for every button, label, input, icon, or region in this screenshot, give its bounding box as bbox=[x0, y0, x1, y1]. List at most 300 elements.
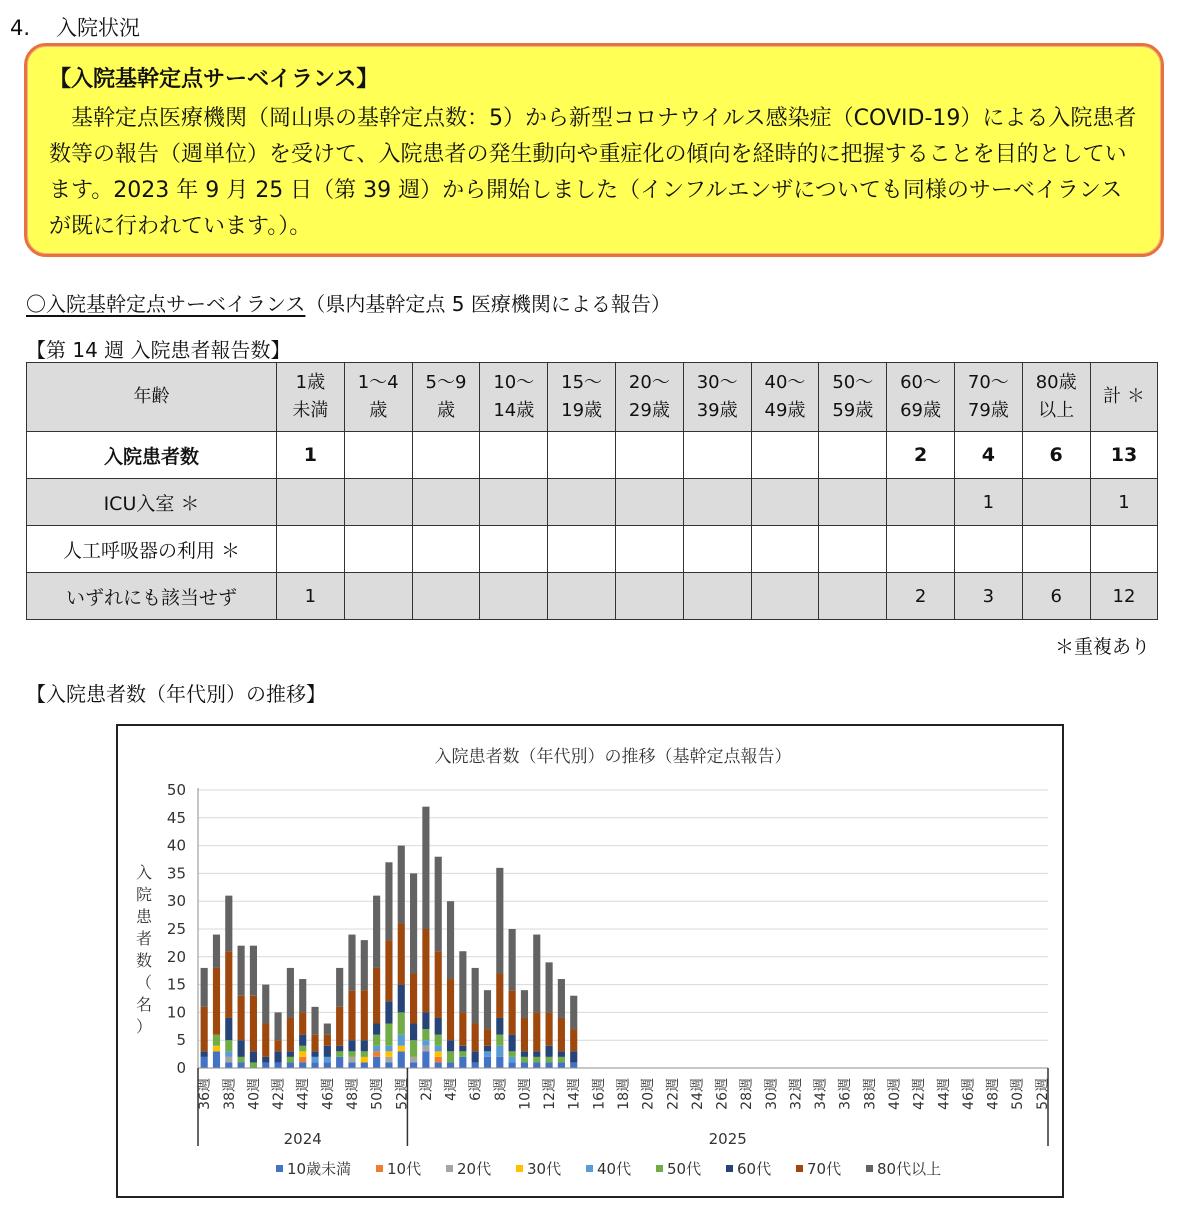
week-report-heading: 【第 14 週 入院患者報告数】 bbox=[26, 338, 291, 362]
y-axis-label-char: 入 bbox=[135, 863, 153, 882]
bar-segment bbox=[299, 1035, 306, 1046]
table-cell: 4 bbox=[954, 432, 1022, 479]
bar-segment bbox=[435, 1057, 442, 1063]
bar-segment bbox=[324, 1035, 331, 1046]
legend-label: 40代 bbox=[597, 1160, 632, 1178]
bar-segment bbox=[410, 1024, 417, 1041]
legend-label: 10歳未満 bbox=[287, 1160, 352, 1178]
y-tick-label: 10 bbox=[166, 1003, 186, 1022]
bar-segment bbox=[373, 1051, 380, 1057]
bar-segment bbox=[558, 979, 565, 1018]
legend-swatch bbox=[796, 1165, 803, 1172]
table-row bbox=[27, 479, 1158, 526]
bar-segment bbox=[558, 1018, 565, 1051]
x-tick-label: 6週 bbox=[468, 1078, 485, 1101]
bar-segment bbox=[201, 1007, 208, 1051]
table-cell bbox=[412, 526, 480, 573]
bar-segment bbox=[373, 896, 380, 968]
table-row bbox=[27, 432, 1158, 479]
x-tick-label: 40週 bbox=[887, 1078, 904, 1110]
notice-body: 基幹定点医療機関（岡山県の基幹定点数：5）から新型コロナウイルス感染症（COVID-19）による入院患者数等の報告（週単位）を受けて、入院患者の発生動向や重症化の傾向を経時的に把握することを目的としています。2023 年 9 月 25 日（第 39 週）から開始しました（インフルエンザについても同様のサーベイランスが既に行われています。）。 bbox=[49, 106, 1137, 239]
column-header-line: 20～ bbox=[628, 372, 670, 393]
bar-segment bbox=[311, 1007, 318, 1035]
age-column-header bbox=[751, 363, 819, 432]
legend-swatch bbox=[656, 1165, 663, 1172]
bar-segment bbox=[398, 923, 405, 984]
table-cell bbox=[480, 526, 548, 573]
table-cell bbox=[1090, 526, 1158, 573]
bar-segment bbox=[385, 1057, 392, 1063]
table-cell bbox=[344, 573, 412, 620]
trend-heading: 【入院患者数（年代別）の推移】 bbox=[26, 682, 326, 706]
bar-segment bbox=[546, 1012, 553, 1045]
bar-segment bbox=[361, 1062, 368, 1068]
bar-segment bbox=[225, 896, 232, 952]
bar-segment bbox=[275, 1040, 282, 1051]
legend-swatch bbox=[586, 1165, 593, 1172]
bar-segment bbox=[496, 1057, 503, 1068]
age-column-header bbox=[887, 363, 955, 432]
bar-segment bbox=[459, 951, 466, 1012]
row-label: 人工呼吸器の利用 ＊ bbox=[27, 526, 277, 573]
bar-segment bbox=[213, 1051, 220, 1068]
bar-segment bbox=[435, 1035, 442, 1046]
x-tick-label: 16週 bbox=[591, 1078, 608, 1110]
bar-segment bbox=[348, 1051, 355, 1057]
table-cell bbox=[751, 526, 819, 573]
y-axis-label-char: 院 bbox=[135, 885, 153, 904]
table-cell bbox=[819, 432, 887, 479]
legend-swatch bbox=[276, 1165, 283, 1172]
bar-segment bbox=[398, 985, 405, 1013]
bar-segment bbox=[570, 1062, 577, 1068]
column-header-line: 以上 bbox=[1038, 400, 1075, 421]
table-cell bbox=[344, 479, 412, 526]
bar-segment bbox=[299, 1046, 306, 1052]
table-cell: 12 bbox=[1090, 573, 1158, 620]
age-column-header bbox=[412, 363, 480, 432]
table-cell: 6 bbox=[1022, 573, 1090, 620]
table-cell bbox=[615, 479, 683, 526]
table-cell: 2 bbox=[887, 432, 955, 479]
table-cell: 3 bbox=[954, 573, 1022, 620]
table-cell bbox=[277, 526, 345, 573]
legend-label: 20代 bbox=[457, 1160, 492, 1178]
bar-segment bbox=[385, 940, 392, 1001]
bar-segment bbox=[311, 1057, 318, 1063]
table-cell bbox=[819, 526, 887, 573]
bar-segment bbox=[422, 1051, 429, 1068]
legend-swatch bbox=[516, 1165, 523, 1172]
table-cell: 1 bbox=[954, 479, 1022, 526]
x-tick-label: 10週 bbox=[517, 1078, 534, 1110]
x-tick-label: 12週 bbox=[542, 1078, 559, 1110]
bar-segment bbox=[262, 1024, 269, 1057]
bar-segment bbox=[435, 1051, 442, 1057]
bar-segment bbox=[361, 990, 368, 1040]
table-cell bbox=[819, 573, 887, 620]
table-cell bbox=[480, 573, 548, 620]
table-cell bbox=[751, 432, 819, 479]
bar-segment bbox=[459, 1012, 466, 1045]
bar-segment bbox=[410, 973, 417, 1023]
table-cell bbox=[683, 479, 751, 526]
bar-segment bbox=[238, 946, 245, 996]
bar-segment bbox=[324, 1057, 331, 1063]
table-cell bbox=[751, 573, 819, 620]
bar-segment bbox=[299, 1051, 306, 1057]
table-cell bbox=[751, 479, 819, 526]
bar-segment bbox=[348, 1040, 355, 1051]
age-column-header bbox=[480, 363, 548, 432]
table-cell bbox=[412, 573, 480, 620]
bar-segment bbox=[435, 1046, 442, 1052]
table-row bbox=[27, 573, 1158, 620]
age-column-header bbox=[954, 363, 1022, 432]
table-header-row bbox=[27, 363, 1158, 432]
table-cell bbox=[548, 432, 616, 479]
bar-segment bbox=[447, 1051, 454, 1062]
x-tick-label: 18週 bbox=[616, 1078, 632, 1110]
bar-segment bbox=[275, 1051, 282, 1062]
bar-segment bbox=[546, 962, 553, 1012]
bar-segment bbox=[546, 1062, 553, 1068]
x-tick-label: 26週 bbox=[714, 1078, 731, 1110]
x-tick-label: 50週 bbox=[369, 1078, 386, 1110]
bar-segment bbox=[484, 1057, 491, 1068]
column-header-line: 未満 bbox=[292, 400, 329, 421]
surveillance-subheading bbox=[26, 288, 671, 317]
bar-segment bbox=[422, 1012, 429, 1029]
age-column-header bbox=[819, 363, 887, 432]
bar-segment bbox=[422, 1040, 429, 1046]
bar-segment bbox=[225, 1057, 232, 1063]
legend-label: 10代 bbox=[387, 1160, 422, 1178]
table-cell bbox=[344, 432, 412, 479]
bar-segment bbox=[373, 1024, 380, 1035]
chart-svg bbox=[118, 726, 1062, 1196]
table-cell: 6 bbox=[1022, 432, 1090, 479]
bar-segment bbox=[496, 1035, 503, 1046]
column-header-line: 40～ bbox=[764, 372, 806, 393]
bar-segment bbox=[398, 1012, 405, 1034]
y-axis-label-char: 患 bbox=[135, 907, 153, 926]
table-cell: 2 bbox=[887, 573, 955, 620]
stacked-bar-chart bbox=[116, 724, 1064, 1198]
bar-segment bbox=[299, 1012, 306, 1034]
column-header-line: 15～ bbox=[561, 372, 603, 393]
x-tick-label: 4週 bbox=[443, 1078, 460, 1101]
bar-segment bbox=[225, 1062, 232, 1068]
x-tick-label: 30週 bbox=[763, 1078, 780, 1110]
y-tick-label: 20 bbox=[166, 947, 186, 966]
subheading-underlined: 〇入院基幹定点サーベイランス bbox=[26, 292, 306, 316]
y-axis-label-char: 名 bbox=[135, 995, 153, 1014]
x-tick-label: 38週 bbox=[221, 1078, 238, 1110]
bar-segment bbox=[250, 996, 257, 1052]
bar-segment bbox=[521, 1051, 528, 1057]
table-cell bbox=[683, 573, 751, 620]
bar-segment bbox=[238, 1062, 245, 1068]
y-tick-label: 40 bbox=[166, 836, 186, 855]
legend-label: 30代 bbox=[527, 1160, 562, 1178]
bar-segment bbox=[521, 990, 528, 1018]
table-cell bbox=[412, 479, 480, 526]
y-tick-label: 50 bbox=[166, 781, 186, 799]
bar-segment bbox=[225, 1051, 232, 1057]
column-header-line: 79歳 bbox=[967, 400, 1009, 421]
legend-swatch bbox=[726, 1165, 733, 1172]
age-column-header bbox=[344, 363, 412, 432]
bar-segment bbox=[336, 1046, 343, 1052]
legend-swatch bbox=[446, 1165, 453, 1172]
column-header-line: 1歳 bbox=[295, 372, 326, 393]
bar-segment bbox=[472, 1062, 479, 1068]
table-cell bbox=[412, 432, 480, 479]
y-tick-label: 15 bbox=[166, 975, 186, 994]
age-column-header bbox=[615, 363, 683, 432]
bar-segment bbox=[336, 1051, 343, 1057]
age-column-header bbox=[1022, 363, 1090, 432]
table-cell bbox=[548, 479, 616, 526]
bar-segment bbox=[250, 1051, 257, 1062]
column-header-line: 歳 bbox=[436, 400, 455, 421]
bar-segment bbox=[201, 968, 208, 1007]
legend-swatch bbox=[866, 1165, 873, 1172]
x-tick-label: 20週 bbox=[640, 1078, 657, 1110]
table-cell bbox=[1022, 479, 1090, 526]
bar-segment bbox=[299, 1057, 306, 1063]
bar-segment bbox=[435, 857, 442, 952]
bar-segment bbox=[410, 1040, 417, 1057]
table-cell: 1 bbox=[277, 432, 345, 479]
bar-segment bbox=[385, 862, 392, 940]
bar-segment bbox=[398, 1051, 405, 1068]
table-cell: 1 bbox=[277, 573, 345, 620]
duplicate-footnote: ＊重複あり bbox=[1054, 636, 1150, 658]
age-header: 年齢 bbox=[27, 363, 277, 432]
bar-segment bbox=[521, 1062, 528, 1068]
table-cell bbox=[480, 479, 548, 526]
bar-segment bbox=[201, 1057, 208, 1068]
bar-segment bbox=[262, 1062, 269, 1068]
bar-segment bbox=[373, 1035, 380, 1046]
table-cell bbox=[887, 526, 955, 573]
bar-segment bbox=[361, 940, 368, 990]
age-column-header bbox=[683, 363, 751, 432]
bar-segment bbox=[422, 1029, 429, 1040]
bar-segment bbox=[238, 1040, 245, 1057]
bar-segment bbox=[398, 846, 405, 924]
year-label: 2025 bbox=[708, 1130, 747, 1148]
column-header-line: 5～9 bbox=[425, 372, 467, 393]
x-tick-label: 52週 bbox=[1034, 1078, 1051, 1110]
bar-segment bbox=[324, 1024, 331, 1035]
bar-segment bbox=[422, 929, 429, 1012]
y-tick-label: 45 bbox=[166, 808, 186, 827]
x-tick-label: 42週 bbox=[911, 1078, 928, 1110]
y-axis-label-char: （ bbox=[135, 973, 153, 992]
bar-segment bbox=[472, 1051, 479, 1062]
y-tick-label: 35 bbox=[166, 864, 186, 883]
y-axis-label-char: ） bbox=[135, 1017, 153, 1036]
y-tick-label: 25 bbox=[166, 920, 186, 938]
bar-segment bbox=[287, 1018, 294, 1051]
bar-segment bbox=[262, 985, 269, 1024]
x-tick-label: 36週 bbox=[197, 1078, 214, 1110]
bar-segment bbox=[509, 1051, 516, 1057]
column-header-line: 39歳 bbox=[696, 400, 738, 421]
bar-segment bbox=[484, 990, 491, 1029]
column-header-line: 計 ＊ bbox=[1103, 386, 1145, 407]
age-column-header bbox=[277, 363, 345, 432]
bar-segment bbox=[336, 968, 343, 1007]
bar-segment bbox=[287, 1057, 294, 1063]
bar-segment bbox=[398, 1035, 405, 1046]
bar-segment bbox=[533, 1051, 540, 1057]
bar-segment bbox=[422, 1046, 429, 1052]
bar-segment bbox=[509, 1057, 516, 1063]
table-cell bbox=[615, 573, 683, 620]
bar-segment bbox=[275, 1012, 282, 1040]
bar-segment bbox=[250, 1062, 257, 1068]
bar-segment bbox=[570, 1051, 577, 1062]
bar-segment bbox=[447, 979, 454, 1040]
x-tick-label: 38週 bbox=[862, 1078, 879, 1110]
x-tick-label: 48週 bbox=[344, 1078, 361, 1110]
bar-segment bbox=[213, 1035, 220, 1046]
bar-segment bbox=[435, 951, 442, 1018]
bar-segment bbox=[299, 979, 306, 1012]
bar-segment bbox=[570, 996, 577, 1029]
column-header-line: 60～ bbox=[900, 372, 942, 393]
surveillance-notice-box bbox=[24, 43, 1164, 257]
chart-title: 入院患者数（年代別）の推移（基幹定点報告） bbox=[434, 747, 792, 767]
bar-segment bbox=[533, 1057, 540, 1063]
bar-segment bbox=[558, 1062, 565, 1068]
bar-segment bbox=[324, 1046, 331, 1057]
table-cell bbox=[683, 432, 751, 479]
x-tick-label: 22週 bbox=[665, 1078, 682, 1110]
section-heading bbox=[10, 12, 140, 42]
column-header-line: 29歳 bbox=[628, 400, 670, 421]
row-label: いずれにも該当せず bbox=[27, 573, 277, 620]
bar-segment bbox=[225, 1018, 232, 1040]
column-header-line: 69歳 bbox=[900, 400, 942, 421]
table-cell bbox=[615, 432, 683, 479]
bar-segment bbox=[459, 1046, 466, 1052]
table-cell bbox=[1022, 526, 1090, 573]
bar-segment bbox=[509, 1062, 516, 1068]
bar-segment bbox=[348, 990, 355, 1040]
row-label: 入院患者数 bbox=[27, 432, 277, 479]
section-number: 4. bbox=[10, 16, 31, 40]
bar-segment bbox=[324, 1062, 331, 1068]
bar-segment bbox=[435, 1018, 442, 1035]
x-tick-label: 14週 bbox=[566, 1078, 583, 1110]
table-cell: 13 bbox=[1090, 432, 1158, 479]
bar-segment bbox=[459, 1051, 466, 1057]
bar-segment bbox=[311, 1051, 318, 1057]
bar-segment bbox=[521, 1018, 528, 1051]
bar-segment bbox=[385, 1046, 392, 1052]
bar-segment bbox=[410, 1062, 417, 1068]
bar-segment bbox=[533, 935, 540, 1013]
bar-segment bbox=[398, 1046, 405, 1052]
table-cell: 1 bbox=[1090, 479, 1158, 526]
bar-segment bbox=[348, 1057, 355, 1063]
bar-segment bbox=[484, 1046, 491, 1052]
y-tick-label: 0 bbox=[176, 1059, 186, 1077]
bar-segment bbox=[546, 1057, 553, 1063]
bar-segment bbox=[213, 935, 220, 968]
bar-segment bbox=[373, 1046, 380, 1052]
age-column-header bbox=[548, 363, 616, 432]
bar-segment bbox=[361, 1051, 368, 1057]
bar-segment bbox=[361, 1057, 368, 1063]
table-cell bbox=[887, 479, 955, 526]
bar-segment bbox=[558, 1051, 565, 1057]
y-tick-label: 5 bbox=[176, 1031, 186, 1050]
bar-segment bbox=[496, 973, 503, 1017]
x-tick-label: 46週 bbox=[960, 1078, 977, 1110]
column-header-line: 歳 bbox=[369, 400, 388, 421]
x-tick-label: 36週 bbox=[837, 1078, 854, 1110]
bar-segment bbox=[509, 990, 516, 1034]
bar-segment bbox=[225, 1040, 232, 1051]
row-label: ICU入室 ＊ bbox=[27, 479, 277, 526]
bar-segment bbox=[238, 1057, 245, 1063]
x-tick-label: 32週 bbox=[788, 1078, 805, 1110]
column-header-line: 1～4 bbox=[357, 372, 399, 393]
legend-swatch bbox=[376, 1165, 383, 1172]
bar-segment bbox=[546, 1046, 553, 1057]
table-cell bbox=[683, 526, 751, 573]
column-header-line: 10～ bbox=[493, 372, 535, 393]
column-header-line: 19歳 bbox=[561, 400, 603, 421]
y-axis-label-char: 者 bbox=[135, 929, 153, 948]
column-header-line: 30～ bbox=[696, 372, 738, 393]
x-tick-label: 2週 bbox=[418, 1078, 435, 1101]
bar-segment bbox=[311, 1062, 318, 1068]
section-title: 入院状況 bbox=[56, 16, 141, 40]
bar-segment bbox=[287, 968, 294, 1018]
hospitalization-report-table bbox=[26, 362, 1158, 620]
bar-segment bbox=[509, 1035, 516, 1052]
x-tick-label: 44週 bbox=[295, 1078, 312, 1110]
legend-label: 80代以上 bbox=[877, 1160, 942, 1178]
bar-segment bbox=[238, 996, 245, 1040]
bar-segment bbox=[385, 1062, 392, 1068]
table-cell bbox=[344, 526, 412, 573]
x-tick-label: 50週 bbox=[1010, 1078, 1027, 1110]
bar-segment bbox=[373, 968, 380, 1024]
bar-segment bbox=[496, 868, 503, 974]
bar-segment bbox=[422, 807, 429, 929]
subheading-rest: （県内基幹定点 5 医療機関による報告） bbox=[305, 292, 671, 316]
bar-segment bbox=[521, 1057, 528, 1063]
legend-label: 60代 bbox=[737, 1160, 772, 1178]
column-header-line: 70～ bbox=[967, 372, 1009, 393]
bar-segment bbox=[496, 1046, 503, 1057]
table-cell bbox=[954, 526, 1022, 573]
x-tick-label: 48週 bbox=[985, 1078, 1002, 1110]
bar-segment bbox=[570, 1029, 577, 1051]
bar-segment bbox=[472, 968, 479, 1024]
column-header-line: 14歳 bbox=[493, 400, 535, 421]
bar-segment bbox=[311, 1035, 318, 1052]
x-tick-label: 40週 bbox=[246, 1078, 263, 1110]
